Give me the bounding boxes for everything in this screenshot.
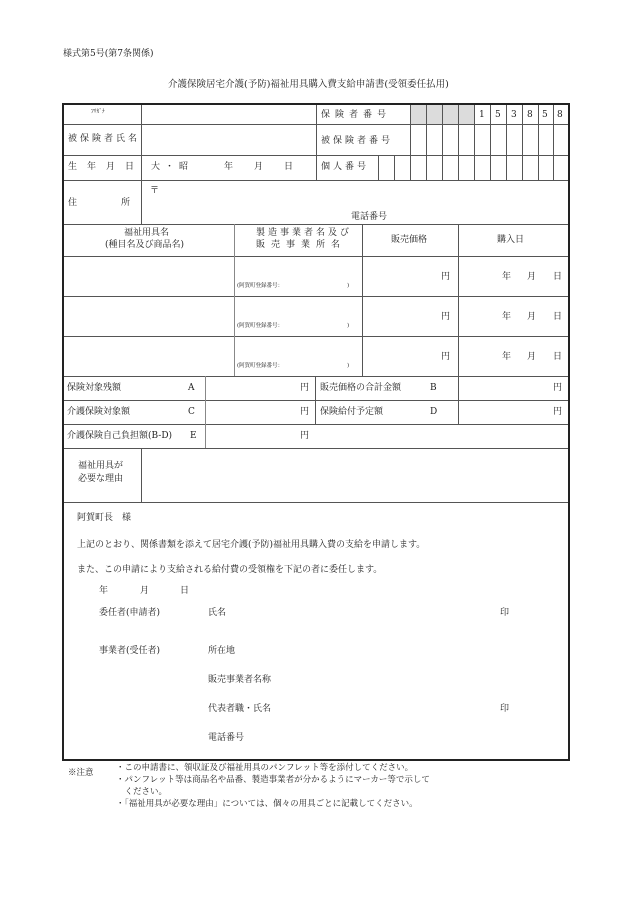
date-year: 年 [99,586,109,596]
registration-close-3: ) [347,363,350,369]
insured-number-input[interactable] [411,125,566,155]
note-item: ・パンフレット等は商品名や品番、製造事業者が分かるようにマーカー等で示して [116,775,430,785]
location-label: 所在地 [208,646,236,656]
birthdate-label: 生年月日 [68,162,145,172]
amount-e-label: 介護保険自己負担額(B-D) [67,431,173,441]
amount-b-input[interactable] [459,377,566,400]
col-item-name-line1: 福祉用具名 [124,228,170,238]
form-title: 介護保険居宅介護(予防)福祉用具購入費支給申請書(受領委任払用) [168,79,449,90]
delegation-paragraph: また、この申請により支給される給付費の受領権を下記の者に委任します。 [77,565,383,575]
amount-a-letter: A [188,383,195,393]
note-item: ・「福祉用具が必要な理由」については、個々の用具ごとに記載してください。 [116,799,418,809]
birth-year-unit: 年 [224,162,234,172]
price-yen-3: 円 [441,352,451,362]
price-yen-1: 円 [441,272,451,282]
insurer-number-label: 保険者番号 [321,110,392,120]
insured-name-input[interactable] [142,125,315,155]
date-month-1: 月 [527,272,537,282]
reason-input[interactable] [142,449,566,502]
insurer-digit: 5 [542,110,548,120]
address-label: 住所 [68,198,175,208]
registration-label-3: (阿賀町登録番号： [237,363,284,369]
note-item: ・この申請書に、領収証及び福祉用具のパンフレット等を添付してください。 [116,763,414,773]
amount-e-input[interactable] [206,425,314,448]
insurer-digit: 5 [495,110,501,120]
col-item-name-line2: (種目名及び商品名) [105,240,185,250]
amount-d-label: 保険給付予定額 [320,407,384,417]
furigana-input[interactable] [142,105,315,124]
notes-heading: ※注意 [68,768,94,778]
item-name-input-3[interactable] [64,337,234,376]
personal-number-label: 個人番号 [321,162,370,172]
location-input[interactable] [245,643,545,659]
date-day-2: 日 [553,312,563,322]
date-month-2: 月 [527,312,537,322]
form-number: 様式第5号(第7条関係) [63,49,154,59]
col-price: 販売価格 [391,235,428,245]
insurer-digit: 8 [557,110,563,120]
registration-close-1: ) [347,283,350,289]
insured-name-label: 被保険者氏名 [68,134,141,144]
col-purchase-date: 購入日 [497,235,525,245]
postal-mark: 〒 [150,186,160,196]
amount-a-label: 保険対象残額 [67,383,122,393]
amount-d-letter: D [430,407,438,417]
delegator-seal: 印 [500,608,510,618]
col-vendor-line2: 販売事業所名 [256,240,347,250]
col-vendor-line1: 製造事業者名及び [256,228,353,238]
delegator-name-input[interactable] [235,605,490,621]
amount-d-yen: 円 [553,407,563,417]
insurer-digit: 8 [527,110,533,120]
address-phone-label: 電話番号 [351,212,388,222]
reason-label-line2: 必要な理由 [78,474,124,484]
amount-e-yen: 円 [300,431,310,441]
registration-close-2: ) [347,323,350,329]
delegator-label: 委任者(申請者) [99,608,161,618]
amount-c-letter: C [188,407,195,417]
request-paragraph: 上記のとおり、関係書類を添えて居宅介護(予防)福祉用具購入費の支給を申請します。 [77,540,426,550]
birth-month-unit: 月 [254,162,264,172]
date-year-1: 年 [502,272,512,282]
vendor-phone-label: 電話番号 [208,733,245,743]
insured-number-label: 被保険者番号 [321,136,394,146]
vendor-phone-input[interactable] [250,730,545,746]
addressee: 阿賀町長 様 [77,513,132,523]
amount-a-input[interactable] [206,377,314,400]
insurer-digit: 3 [511,110,517,120]
personal-number-input[interactable] [379,156,566,180]
amount-c-input[interactable] [206,401,314,424]
date-month: 月 [140,586,150,596]
amount-b-letter: B [430,383,437,393]
delegator-name-label: 氏名 [208,608,227,618]
date-year-3: 年 [502,352,512,362]
representative-label: 代表者職・氏名 [208,704,272,714]
amount-b-label: 販売価格の合計金額 [320,383,402,393]
price-yen-2: 円 [441,312,451,322]
era-options[interactable]: 大・昭 [151,162,194,172]
date-year-2: 年 [502,312,512,322]
amount-d-input[interactable] [459,401,566,424]
amount-a-yen: 円 [300,383,310,393]
date-day-1: 日 [553,272,563,282]
insurer-digit: 1 [479,110,485,120]
date-day: 日 [180,586,190,596]
delegate-label: 事業者(受任者) [99,646,161,656]
note-item: ください。 [116,787,168,797]
reason-label-line1: 福祉用具が [78,461,124,471]
registration-label-1: (阿賀町登録番号： [237,283,284,289]
date-day-3: 日 [553,352,563,362]
vendor-name-input[interactable] [280,672,545,688]
item-name-input-2[interactable] [64,297,234,336]
vendor-name-label: 販売事業者名称 [208,675,272,685]
amount-b-yen: 円 [553,383,563,393]
item-name-input-1[interactable] [64,257,234,296]
representative-seal: 印 [500,704,510,714]
date-month-3: 月 [527,352,537,362]
amount-c-label: 介護保険対象額 [67,407,131,417]
registration-label-2: (阿賀町登録番号： [237,323,284,329]
birth-day-unit: 日 [284,162,294,172]
amount-c-yen: 円 [300,407,310,417]
representative-input[interactable] [285,701,490,717]
furigana-label: ﾌﾘｶﾞﾅ [91,109,105,115]
amount-e-letter: E [190,431,197,441]
